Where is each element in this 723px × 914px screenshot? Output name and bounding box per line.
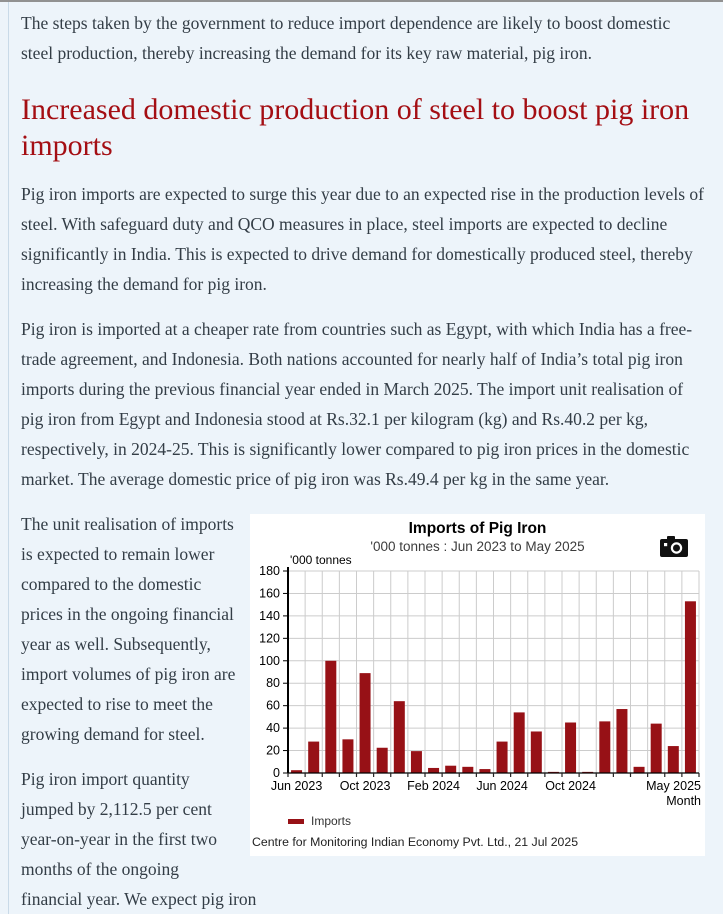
article-page (8, 2, 723, 914)
chart-bar (668, 746, 679, 773)
chart-legend (288, 814, 705, 828)
y-tick-label: 160 (259, 586, 280, 601)
paragraph-import-prices: Pig iron is imported at a cheaper rate from countries such as Egypt, with which India has a free-trade agreement, and Indonesia. Both nations accounted for nearly half of India’s total pig iron imports during the previous financial year ended in March 2025. The import unit realisation of pig iron from Egypt and Indonesia stood at Rs.32.1 per kilogram (kg) and Rs.40.2 per kg, respectively, in 2024-25. This is significantly lower compared to pig iron prices in the domestic market. The average domestic price of pig iron was Rs.49.4 per kg in the same year. (21, 319, 693, 489)
chart-bar (531, 731, 542, 773)
legend-label-imports: Imports (311, 814, 352, 828)
paragraph-steel-imports: Pig iron imports are expected to surge this year due to an expected rise in the production levels of steel. With safeguard duty and QCO measures in place, steel imports are expected to decline significantly in India. This is expected to drive demand for domestically produced steel, thereby increasing the demand for pig iron. (21, 184, 704, 294)
x-tick-label: May 2025 (646, 779, 701, 793)
chart-bar (308, 742, 319, 773)
intro-paragraph: The steps taken by the government to reduce import dependence are likely to boost domestic steel production, thereby increasing the demand for its key raw material, pig iron. (21, 13, 671, 63)
chart-source: Centre for Monitoring Indian Economy Pvt. Ltd., 21 Jul 2025 (252, 835, 579, 849)
page-title: Increased domestic production of steel to boost pig iron imports (21, 93, 690, 162)
y-tick-label: 100 (259, 653, 280, 668)
x-tick-label: Oct 2023 (339, 779, 391, 793)
chart-bar (462, 767, 473, 773)
chart-bar (360, 673, 371, 773)
camera-icon[interactable] (659, 535, 689, 559)
chart-bar (634, 767, 645, 773)
x-tick-label: Oct 2024 (545, 779, 596, 793)
chart-subtitle: '000 tonnes : Jun 2023 to May 2025 (370, 539, 585, 554)
chart-bar (685, 601, 696, 773)
y-tick-label: 140 (259, 608, 280, 623)
y-tick-label: 0 (273, 766, 280, 780)
chart-bar (342, 739, 353, 773)
chart-bar (445, 766, 456, 773)
imports-bar-chart (250, 555, 705, 809)
y-tick-label: 40 (266, 721, 280, 736)
paragraph-import-jump: Pig iron import quantity jumped by 2,112.5 per cent year-on-year in the first two months of the ongoing financial year. We expect pig iron (21, 769, 257, 909)
legend-swatch-imports (288, 819, 304, 824)
chart-card (250, 514, 705, 856)
y-tick-label: 60 (266, 698, 280, 713)
chart-title: Imports of Pig Iron (408, 520, 547, 537)
x-tick-label: Feb 2024 (407, 779, 460, 793)
chart-bar (394, 701, 405, 773)
y-axis-unit-label: '000 tonnes (290, 555, 352, 567)
chart-bar (616, 709, 627, 773)
chart-bar (514, 712, 525, 773)
x-tick-label: Jun 2023 (270, 779, 323, 793)
chart-bar (651, 724, 662, 773)
chart-bar (411, 751, 422, 773)
chart-bar (565, 723, 576, 774)
y-tick-label: 180 (259, 564, 280, 578)
chart-bar (497, 742, 508, 773)
y-tick-label: 120 (259, 631, 280, 646)
y-tick-label: 80 (266, 676, 280, 691)
y-tick-label: 20 (266, 743, 280, 758)
x-axis-title: Month (666, 794, 701, 808)
chart-bar (599, 721, 610, 773)
chart-bar (428, 768, 439, 773)
paragraph-unit-realisation: The unit realisation of imports is expected to remain lower compared to the domestic prices in the ongoing financial year as well. Subsequently, import volumes of pig iron are expected to rise to meet the growing demand for steel. (21, 514, 236, 744)
chart-bar (377, 748, 388, 773)
chart-bar (325, 661, 336, 773)
x-tick-label: Jun 2024 (476, 779, 528, 793)
